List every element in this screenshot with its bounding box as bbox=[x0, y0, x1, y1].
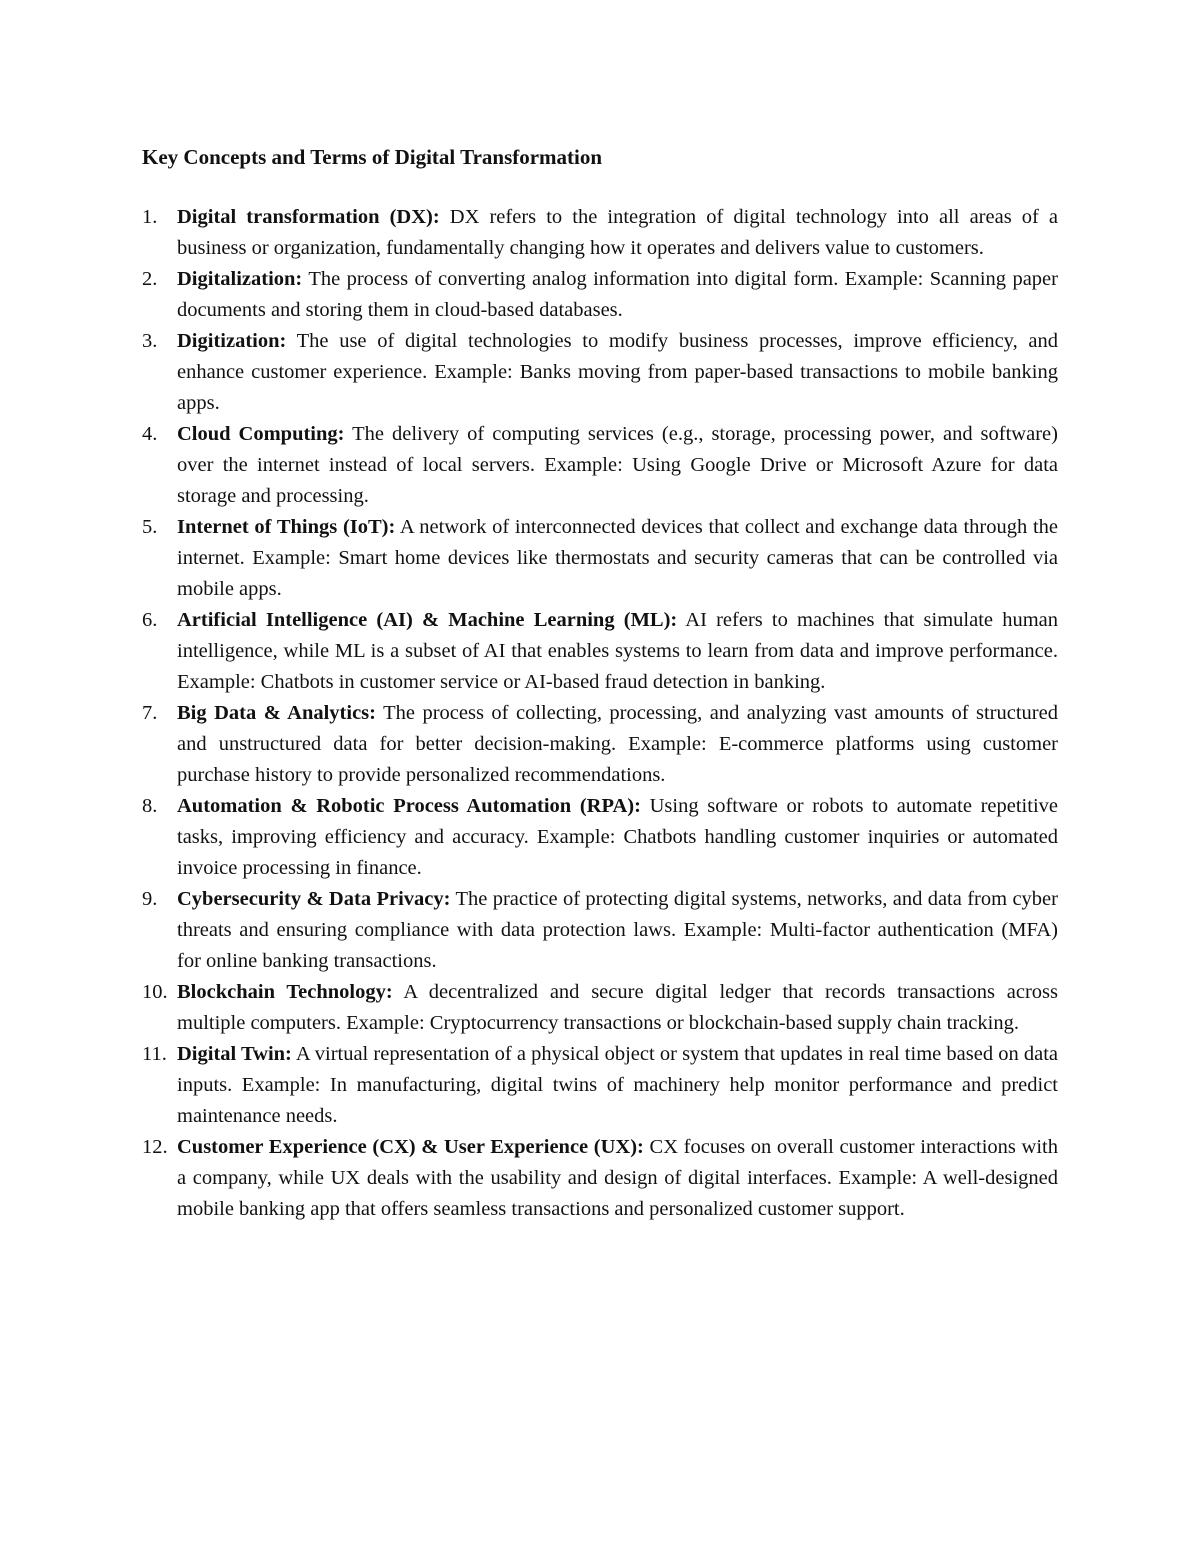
item-number: 3. bbox=[142, 330, 158, 352]
item-term: Digital Twin: bbox=[177, 1043, 292, 1065]
item-text: AI refers to machines that simulate human intelligence, while ML is a subset of AI that enables systems to learn from data and improve performance. Example: Chatbots in customer service or AI-based fraud detection in banking. bbox=[177, 609, 1058, 693]
list-item bbox=[142, 605, 1058, 698]
list-item bbox=[142, 1039, 1058, 1132]
item-text: A network of interconnected devices that collect and exchange data through the internet. Example: Smart home devices like thermostats and security cameras that can be controlled via mobile apps. bbox=[177, 516, 1058, 600]
list-item bbox=[142, 264, 1058, 326]
item-term: Internet of Things (IoT): bbox=[177, 516, 396, 538]
item-term: Blockchain Technology: bbox=[177, 981, 393, 1003]
item-term: Digitalization: bbox=[177, 268, 303, 290]
item-number: 9. bbox=[142, 888, 158, 910]
item-number: 10. bbox=[142, 981, 168, 1003]
list-item bbox=[142, 977, 1058, 1039]
item-text: Using software or robots to automate repetitive tasks, improving efficiency and accuracy. Example: Chatbots handling customer inquiries or automated invoice processing in finance. bbox=[177, 795, 1058, 879]
item-number: 4. bbox=[142, 423, 158, 445]
item-number: 7. bbox=[142, 702, 158, 724]
item-term: Cloud Computing: bbox=[177, 423, 345, 445]
list-item bbox=[142, 419, 1058, 512]
item-number: 8. bbox=[142, 795, 158, 817]
item-text: The process of collecting, processing, and analyzing vast amounts of structured and unstructured data for better decision-making. Example: E-commerce platforms using customer purchase history to provide personalized recommendations. bbox=[177, 702, 1058, 786]
list-item bbox=[142, 884, 1058, 977]
term-list bbox=[142, 202, 1058, 1225]
item-text: The use of digital technologies to modify business processes, improve efficiency, and enhance customer experience. Example: Banks moving from paper-based transactions to mobile banking apps. bbox=[177, 330, 1058, 414]
item-text: A virtual representation of a physical object or system that updates in real time based on data inputs. Example: In manufacturing, digital twins of machinery help monitor performance and predict maintenance needs. bbox=[177, 1043, 1059, 1127]
item-number: 5. bbox=[142, 516, 158, 538]
item-number: 12. bbox=[142, 1136, 168, 1158]
item-term: Automation & Robotic Process Automation (RPA): bbox=[177, 795, 641, 817]
item-number: 1. bbox=[142, 206, 158, 228]
item-text: CX focuses on overall customer interactions with a company, while UX deals with the usability and design of digital interfaces. Example: A well-designed mobile banking app that offers seamless transactions and personalized customer support. bbox=[177, 1136, 1058, 1220]
item-number: 11. bbox=[142, 1043, 167, 1065]
item-term: Artificial Intelligence (AI) & Machine Learning (ML): bbox=[177, 609, 678, 631]
list-item bbox=[142, 202, 1058, 264]
document-title: Key Concepts and Terms of Digital Transformation bbox=[142, 145, 603, 169]
list-item bbox=[142, 326, 1058, 419]
list-item bbox=[142, 791, 1058, 884]
item-term: Customer Experience (CX) & User Experience (UX): bbox=[177, 1136, 644, 1158]
list-item bbox=[142, 1132, 1058, 1225]
item-text: The delivery of computing services (e.g., storage, processing power, and software) over the internet instead of local servers. Example: Using Google Drive or Microsoft Azure for data storage and processing. bbox=[177, 423, 1058, 507]
list-item bbox=[142, 698, 1058, 791]
item-text: The practice of protecting digital systems, networks, and data from cyber threats and ensuring compliance with data protection laws. Example: Multi-factor authentication (MFA) for online banking transactions. bbox=[177, 888, 1058, 972]
item-term: Digitization: bbox=[177, 330, 287, 352]
item-text: The process of converting analog information into digital form. Example: Scanning paper documents and storing them in cloud-based databases. bbox=[177, 268, 1058, 321]
item-number: 6. bbox=[142, 609, 158, 631]
item-number: 2. bbox=[142, 268, 158, 290]
item-term: Digital transformation (DX): bbox=[177, 206, 440, 228]
item-term: Big Data & Analytics: bbox=[177, 702, 376, 724]
item-term: Cybersecurity & Data Privacy: bbox=[177, 888, 451, 910]
item-text: A decentralized and secure digital ledger that records transactions across multiple computers. Example: Cryptocurrency transactions or blockchain-based supply chain tracking. bbox=[177, 981, 1058, 1034]
item-text: DX refers to the integration of digital technology into all areas of a business or organization, fundamentally changing how it operates and delivers value to customers. bbox=[177, 206, 1059, 259]
list-item bbox=[142, 512, 1058, 605]
